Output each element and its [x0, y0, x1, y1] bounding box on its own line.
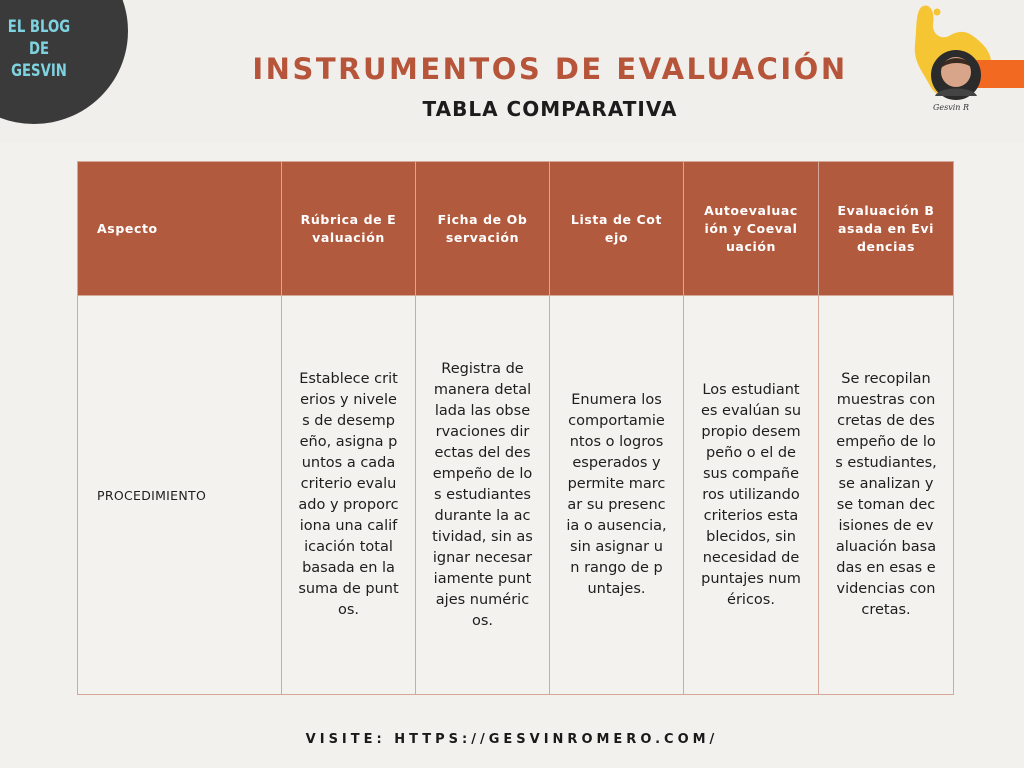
- header-lista-cotejo: Lista de Cotejo: [550, 162, 684, 296]
- row-label-procedimiento: PROCEDIMIENTO: [78, 296, 282, 695]
- header-aspecto: Aspecto: [78, 162, 282, 296]
- cell-ficha-observacion: Registra de manera detallada las observaciones directas del desempeño de los estudiantes durante la actividad, sin asignar necesariamente puntajes numéricos.: [416, 296, 550, 695]
- table-header-row: [78, 162, 954, 296]
- author-signature: Gesvin R: [933, 103, 970, 112]
- yellow-dot: [934, 9, 941, 16]
- footer-website-link[interactable]: VISITE: HTTPS://GESVINROMERO.COM/: [305, 732, 719, 747]
- comparison-table: [77, 161, 954, 695]
- comparison-table-container: [77, 161, 953, 695]
- cell-lista-cotejo: Enumera los comportamientos o logros esperados y permite marcar su presencia o ausencia, sin asignar un rango de puntajes.: [550, 296, 684, 695]
- cell-rubrica: Establece criterios y niveles de desempeño, asigna puntos a cada criterio evaluado y proporciona una calificación total basada en la suma de puntos.: [282, 296, 416, 695]
- page-title: INSTRUMENTOS DE EVALUACIÓN: [252, 52, 848, 86]
- header-evidencias: Evaluación Basada en Evidencias: [819, 162, 954, 296]
- cell-autoevaluacion: Los estudiantes evalúan su propio desempeño o el de sus compañeros utilizando criterios establecidos, sin necesidad de puntajes numéricos.: [684, 296, 819, 695]
- page-subtitle: TABLA COMPARATIVA: [422, 97, 678, 121]
- header-autoevaluacion: Autoevaluación y Coevaluación: [684, 162, 819, 296]
- author-avatar-decoration: [905, 0, 1024, 125]
- header-rubrica: Rúbrica de Evaluación: [282, 162, 416, 296]
- table-row: [78, 296, 954, 695]
- cell-evidencias: Se recopilan muestras concretas de desempeño de los estudiantes, se analizan y se toman decisiones de evaluación basadas en esas evidencias concretas.: [819, 296, 954, 695]
- header-ficha-observacion: Ficha de Observación: [416, 162, 550, 296]
- blog-logo-text: EL BLOG DE GESVIN: [7, 17, 71, 81]
